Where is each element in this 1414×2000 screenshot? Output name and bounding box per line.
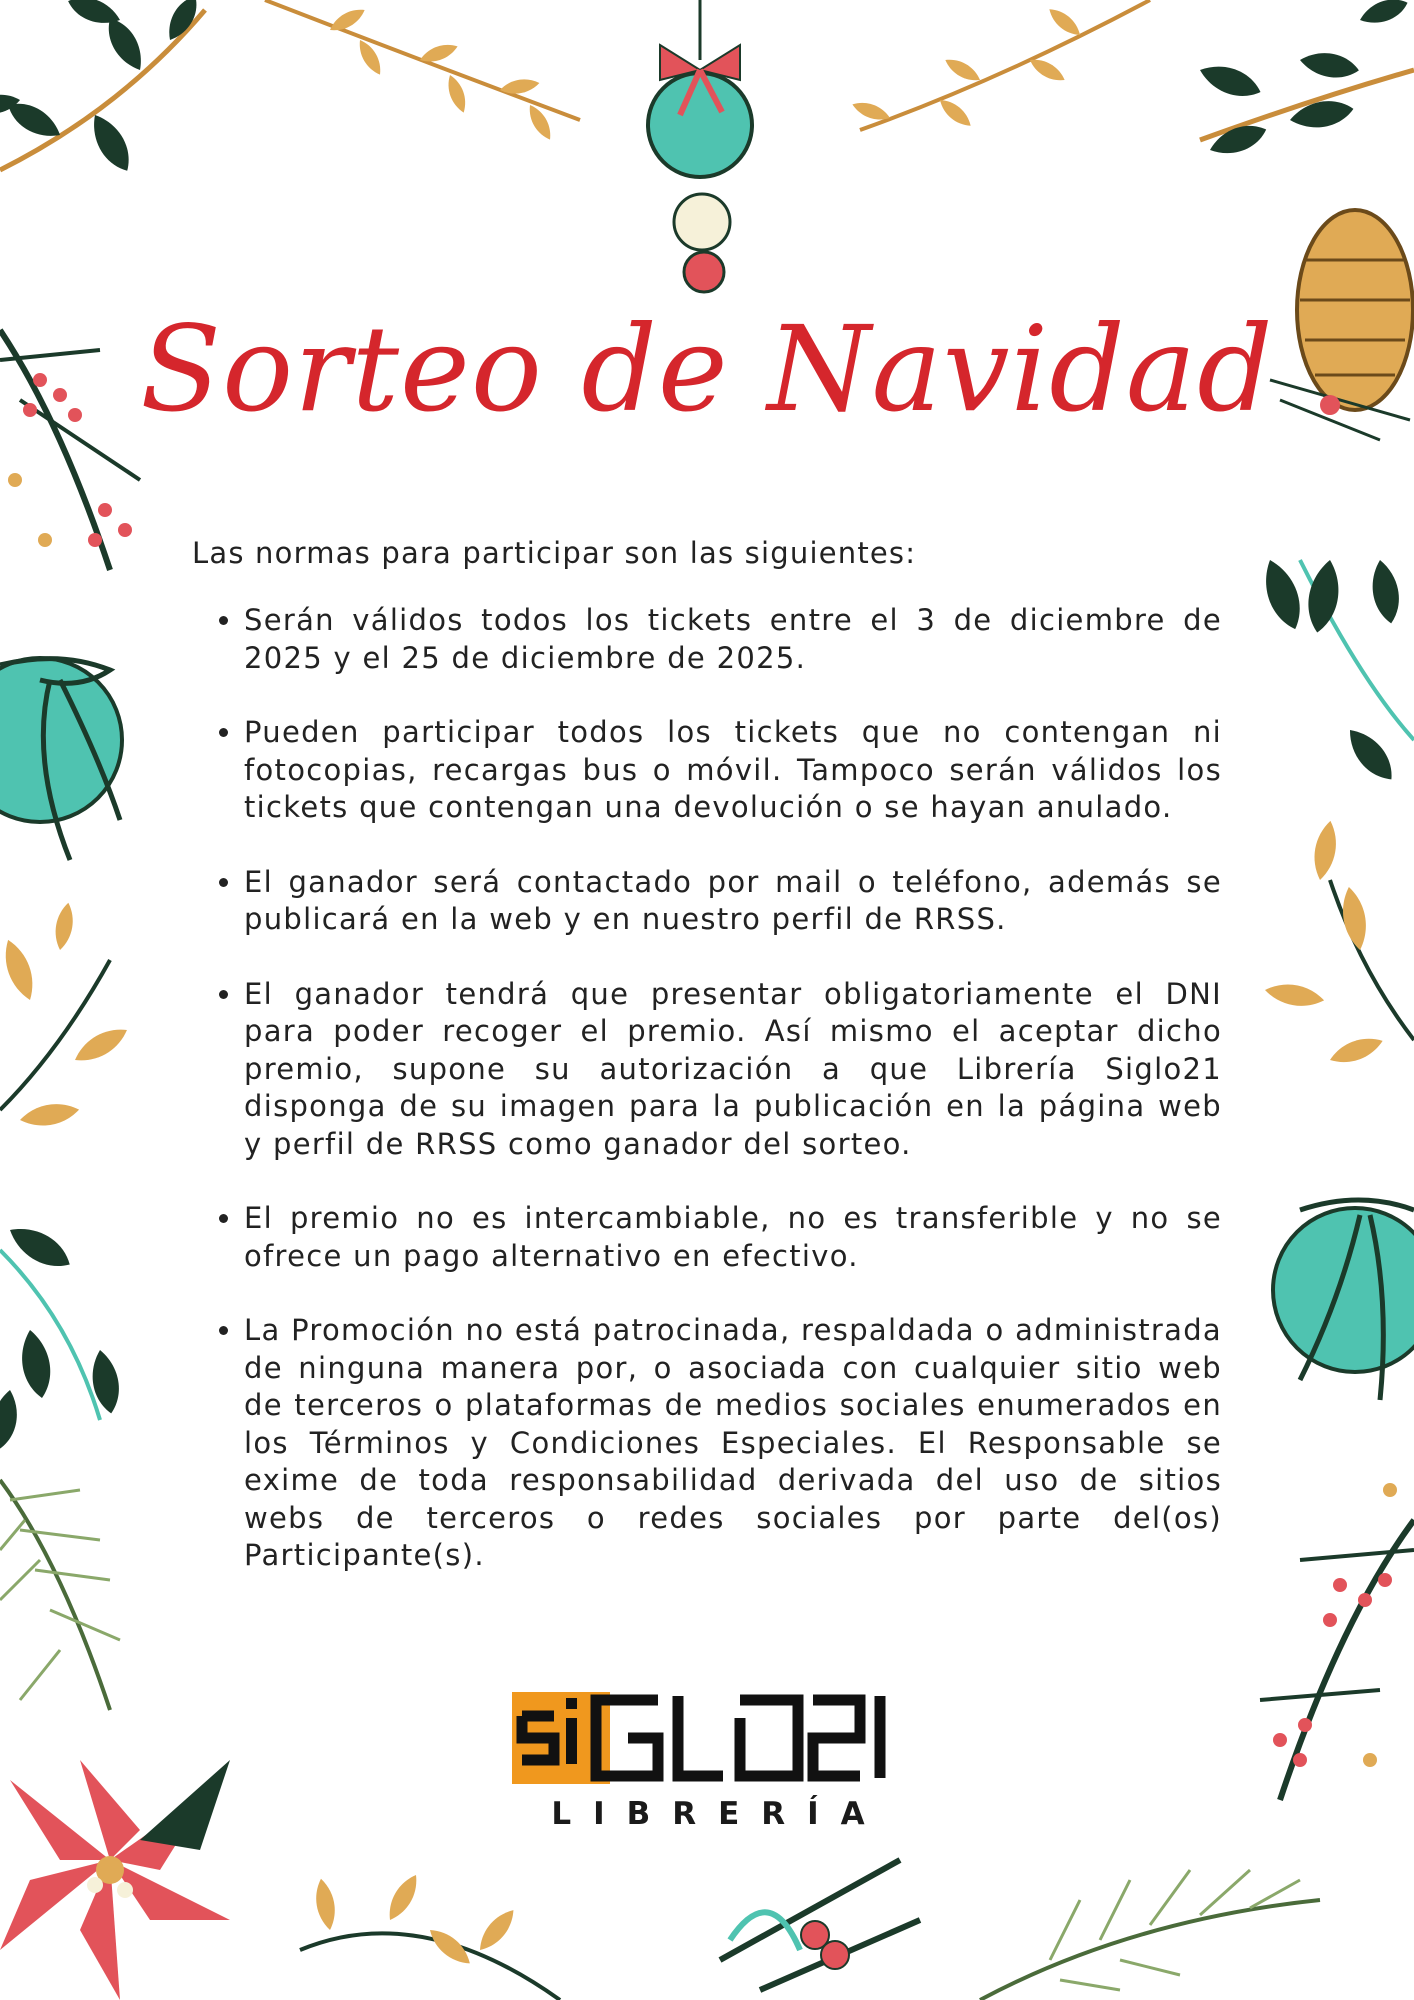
rules-section xyxy=(192,536,1222,1612)
rules-list xyxy=(192,602,1222,1575)
poinsettia-icon xyxy=(0,1760,230,2000)
mistletoe-icon xyxy=(1256,555,1414,787)
logo-wordmark-icon xyxy=(508,1688,908,1788)
leaf-branch-icon xyxy=(265,0,580,143)
rule-item: • El ganador será contactado por mail o teléfono, además se publicará en la web y en nuestro perfil de RRSS. xyxy=(244,864,1222,939)
pine-branch-icon xyxy=(0,1480,120,1710)
leaf-branch-icon xyxy=(1196,0,1414,161)
leaf-branch-icon xyxy=(0,0,205,177)
leaf-branch-icon xyxy=(1263,819,1414,1069)
pine-branch-icon xyxy=(980,1870,1320,2000)
mistletoe-icon xyxy=(0,1218,124,1451)
leaf-branch-icon xyxy=(300,1871,560,2000)
rule-item: • Serán válidos todos los tickets entre el 3 de diciembre de 2025 y el 25 de diciembre de 2025. xyxy=(244,602,1222,677)
ornament-icon xyxy=(720,1860,920,1990)
rule-item: • El premio no es intercambiable, no es transferible y no se ofrece un pago alternativo en efectivo. xyxy=(244,1200,1222,1275)
leaf-branch-icon xyxy=(850,0,1150,131)
ornament-icon xyxy=(1273,1200,1414,1400)
page-title: Sorteo de Navidad xyxy=(140,300,1274,438)
rules-intro: Las normas para participar son las siguientes: xyxy=(192,536,917,570)
ornament-icon xyxy=(0,658,122,860)
siglo21-logo xyxy=(508,1688,908,1832)
rule-item: • Pueden participar todos los tickets que no contengan ni fotocopias, recargas bus o móvil. Tampoco serán válidos los tickets que contengan una devolución o se hayan anulado. xyxy=(244,714,1222,827)
rule-item: • La Promoción no está patrocinada, respaldada o administrada de ninguna manera por, o asociada con cualquier sitio web de terceros o plataformas de medios sociales enumerados en los Términos y Condiciones Especiales. El Responsable se exime de toda responsabilidad derivada del uso de sitios webs de terceros o redes sociales por parte del(os) Participante(s). xyxy=(244,1312,1222,1575)
berry-branch-icon xyxy=(1260,1483,1414,1800)
ornament-icon xyxy=(648,0,752,292)
logo-subtitle: LIBRERÍA xyxy=(551,1796,887,1832)
leaf-branch-icon xyxy=(0,901,132,1130)
rule-item: • El ganador tendrá que presentar obligatoriamente el DNI para poder recoger el premio. Así mismo el aceptar dicho premio, supone su autorización a que Librería Siglo21 disponga de su imagen para la publicación en la página web y perfil de RRSS como ganador del sorteo. xyxy=(244,976,1222,1164)
